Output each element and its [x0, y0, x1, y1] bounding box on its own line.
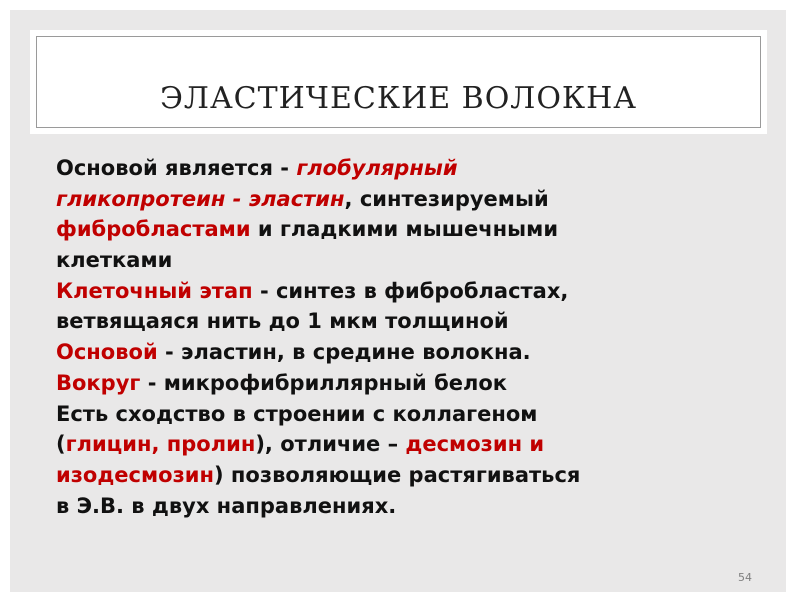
- body-line-11: [56, 460, 746, 491]
- body-line-9: Есть сходство в строении с коллагеном: [56, 401, 538, 426]
- highlight-term: изодесмозин: [56, 462, 215, 487]
- highlight-term: Вокруг: [56, 370, 141, 395]
- highlight-term: десмозин и: [405, 432, 545, 457]
- body-line-7: [56, 337, 746, 368]
- slide-number: 54: [738, 571, 752, 584]
- text-span: Основой является -: [56, 156, 297, 180]
- text-span: и гладкими мышечными: [250, 217, 559, 242]
- highlight-term: Основой: [56, 340, 158, 365]
- highlight-term: гликопротеин - эластин: [56, 186, 345, 211]
- slide-title: ЭЛАСТИЧЕСКИЕ ВОЛОКНА: [159, 81, 638, 116]
- highlight-term: глицин, пролин: [65, 432, 256, 457]
- text-span: ), отличие –: [255, 432, 406, 457]
- body-line-6: ветвящаяся нить до 1 мкм толщиной: [56, 309, 509, 334]
- body-line-5: [56, 276, 746, 307]
- title-box: [30, 30, 767, 134]
- body-line-8: [56, 368, 746, 399]
- highlight-term: глобулярный: [296, 156, 458, 180]
- body-line-12: в Э.В. в двух направлениях.: [56, 493, 397, 518]
- text-span: , синтезируемый: [344, 186, 549, 211]
- text-span: ) позволяющие растягиваться: [214, 462, 581, 487]
- text-span: - эластин, в средине волокна.: [157, 340, 531, 365]
- slide-body: [56, 153, 746, 521]
- body-line-2: [56, 184, 746, 215]
- text-span: - микрофибриллярный белок: [140, 370, 508, 395]
- body-line-3: [56, 214, 746, 245]
- body-line-10: [56, 429, 746, 460]
- body-line-4: клетками: [56, 248, 173, 273]
- highlight-term: Клеточный этап: [56, 278, 253, 303]
- slide: [10, 10, 786, 592]
- highlight-term: фибробластами: [56, 217, 251, 242]
- text-span: - синтез в фибробластах,: [252, 278, 569, 303]
- text-span: (: [56, 432, 66, 457]
- body-line-1: [56, 153, 746, 184]
